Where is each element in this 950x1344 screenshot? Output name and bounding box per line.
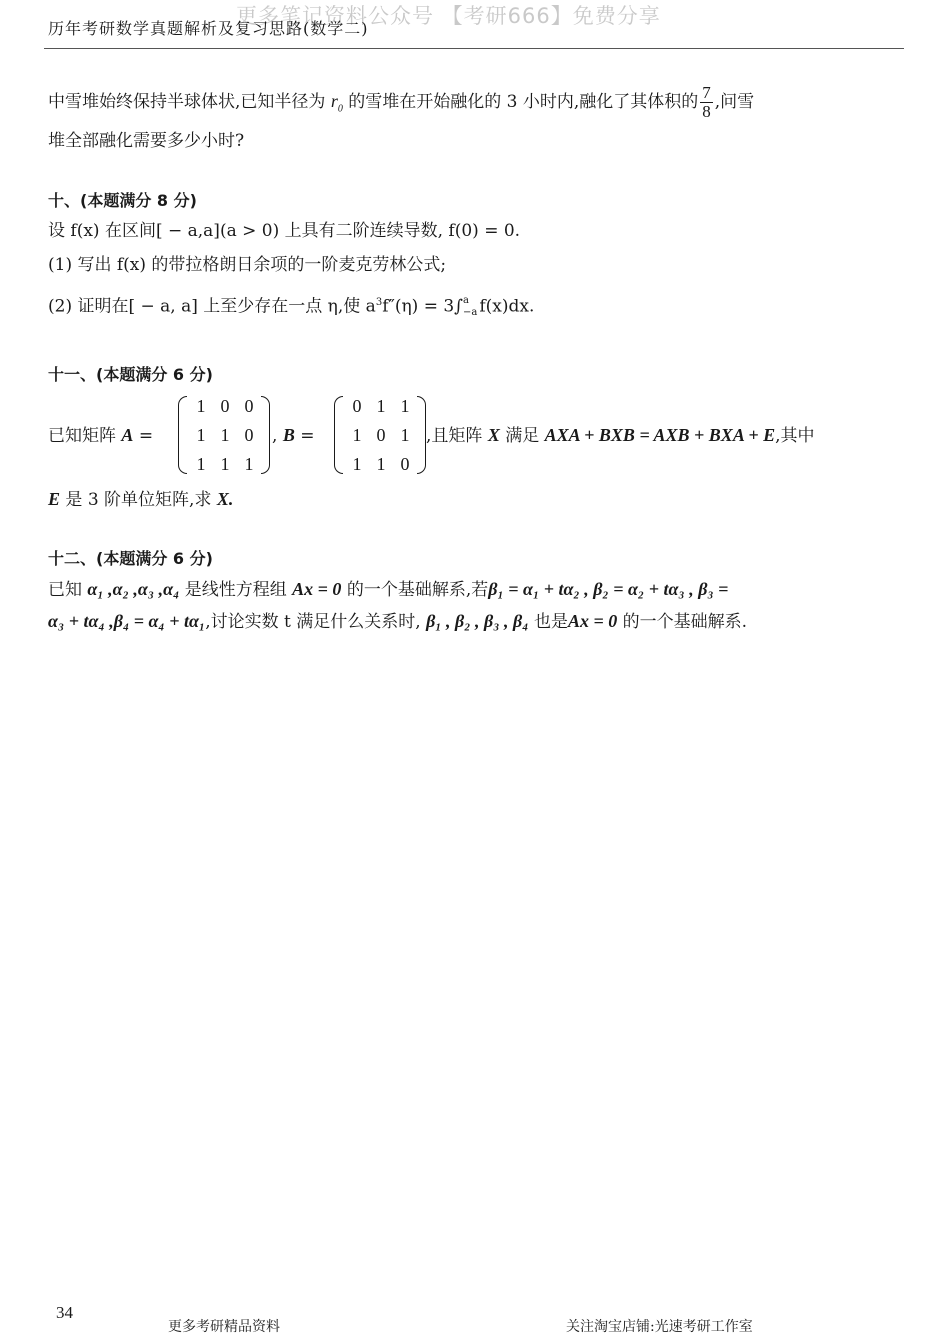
matrix-cell: 1 <box>352 454 362 474</box>
header-rule <box>44 48 904 49</box>
prob10-line1: 设 f(x) 在区间[ − a,a](a > 0) 上具有二阶连续导数, f(0) = 0. <box>48 221 521 241</box>
footer-left-text: 更多考研精品资料 <box>168 1319 280 1335</box>
prob11-title: 十一、(本题满分 6 分) <box>48 365 213 384</box>
matrix-cell: 1 <box>220 425 230 445</box>
matrix-cell: 0 <box>244 396 254 416</box>
prob11-pre: 已知矩阵 A = <box>48 425 154 446</box>
prob11-line2: E 是 3 阶单位矩阵,求 X. <box>48 489 234 510</box>
matrix-cell: 1 <box>196 454 206 474</box>
prob10-line2: (1) 写出 f(x) 的带拉格朗日余项的一阶麦克劳林公式; <box>48 255 447 275</box>
watermark-text: 更多笔记资料公众号 【考研666】免费分享 <box>236 4 661 28</box>
page-number: 34 <box>56 1303 73 1322</box>
matrix-cell: 1 <box>244 454 254 474</box>
matrix-b-label: , B = <box>272 425 315 446</box>
matrix-cell: 0 <box>220 396 230 416</box>
matrix-cell: 0 <box>400 454 410 474</box>
prob12-title: 十二、(本题满分 6 分) <box>48 549 213 568</box>
prob12-line1: 已知 α₁ ,α₂ ,α₃ ,α₄ 是线性方程组 Ax = 0 的一个基础解系,若β₁ = α₁ + tα₂ , β₂ = α₂ + tα₃ , β₃ = <box>48 579 729 600</box>
footer-right-text: 关注淘宝店铺:光速考研工作室 <box>566 1319 753 1335</box>
matrix-b <box>334 396 426 474</box>
matrix-a <box>178 396 270 474</box>
running-header: 历年考研数学真题解析及复习思路(数学二) <box>48 19 369 38</box>
matrix-cell: 0 <box>352 396 362 416</box>
matrix-cell: 1 <box>376 454 386 474</box>
matrix-cell: 1 <box>352 425 362 445</box>
matrix-cell: 1 <box>376 396 386 416</box>
matrix-cell: 1 <box>220 454 230 474</box>
matrix-cell: 1 <box>196 425 206 445</box>
prob12-line2: α₃ + tα₄ ,β₄ = α₄ + tα₁,讨论实数 t 满足什么关系时, β₁ , β₂ , β₃ , β₄ 也是Ax = 0 的一个基础解系. <box>48 611 748 632</box>
r0-symbol: $r_0$ <box>330 91 343 115</box>
matrix-cell: 0 <box>376 425 386 445</box>
prob11-post: ,且矩阵 X 满足 AXA + BXB = AXB + BXA + E,其中 <box>426 425 815 446</box>
matrix-cell: 1 <box>196 396 206 416</box>
fraction-7-8: $\frac{7}{8}$ <box>702 83 711 121</box>
prob10-title: 十、(本题满分 8 分) <box>48 191 197 210</box>
matrix-cell: 1 <box>400 425 410 445</box>
matrix-cell: 0 <box>244 425 254 445</box>
prob10-line3: (2) 证明在[ − a, a] 上至少存在一点 η,使 $a^3f''(\eta) = 3\int$ a −a f(x)dx. <box>48 295 535 319</box>
matrix-cell: 1 <box>400 396 410 416</box>
prob9-line2: 堆全部融化需要多少小时? <box>48 131 245 151</box>
prob9-line1: 中雪堆始终保持半球体状,已知半径为 $r_0$ 的雪堆在开始融化的 3 小时内,融化了其体积的 $\frac{7}{8}$ ,问雪 <box>48 83 755 121</box>
